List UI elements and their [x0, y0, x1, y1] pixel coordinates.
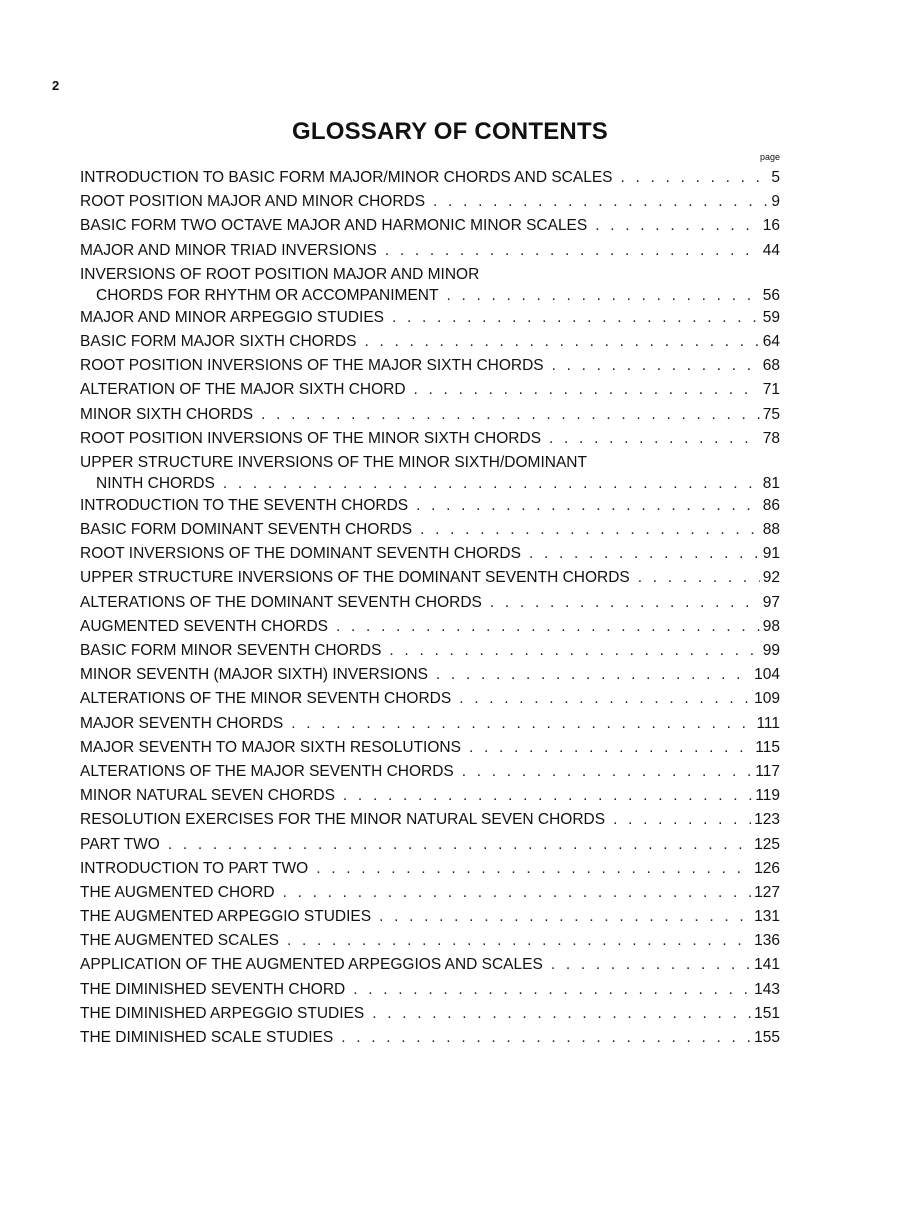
dot-leader: [336, 618, 760, 636]
toc-entry-page: 141: [754, 956, 780, 974]
toc-entry-page: 126: [754, 859, 780, 877]
toc-entry[interactable]: [80, 454, 780, 497]
toc-entry[interactable]: [80, 333, 780, 357]
dot-leader: [364, 333, 759, 351]
toc-entry-label: INVERSIONS OF ROOT POSITION MAJOR AND MINOR: [80, 265, 480, 283]
toc-entry-page: 9: [771, 193, 780, 211]
toc-entry[interactable]: [80, 690, 780, 714]
toc-entry-label: ALTERATION OF THE MAJOR SIXTH CHORD: [80, 381, 406, 399]
toc-entry-page: 86: [762, 496, 780, 514]
dot-leader: [291, 715, 753, 733]
toc-entry-label: THE AUGMENTED SCALES: [80, 932, 279, 950]
toc-entry[interactable]: [80, 217, 780, 241]
toc-entry-label: ROOT POSITION INVERSIONS OF THE MINOR SIXTH CHORDS: [80, 429, 542, 447]
page-number: 2: [52, 78, 60, 93]
toc-entry-page: 75: [762, 405, 780, 423]
toc-entry[interactable]: [80, 569, 780, 593]
toc-entry[interactable]: [80, 908, 780, 932]
toc-entry[interactable]: [80, 787, 780, 811]
toc-entry-page: 68: [762, 357, 780, 375]
toc-entry-page: 117: [755, 762, 780, 780]
toc-entry[interactable]: [80, 956, 780, 980]
toc-entry-page: 155: [754, 1029, 780, 1046]
toc-entry-page: 119: [755, 787, 780, 805]
dot-leader: [287, 932, 751, 950]
toc-entry[interactable]: [80, 811, 780, 835]
toc-entry-label: ALTERATIONS OF THE MINOR SEVENTH CHORDS: [80, 690, 452, 708]
toc-entry-label: APPLICATION OF THE AUGMENTED ARPEGGIOS AND SCALES: [80, 956, 543, 974]
toc-entry[interactable]: [80, 739, 780, 763]
toc-entry-label: BASIC FORM TWO OCTAVE MAJOR AND HARMONIC MINOR SCALES: [80, 217, 588, 235]
toc-entry-label: MAJOR AND MINOR TRIAD INVERSIONS: [80, 241, 377, 259]
toc-entry[interactable]: [80, 381, 780, 405]
toc-entry[interactable]: [80, 357, 780, 381]
toc-entry-label: THE AUGMENTED ARPEGGIO STUDIES: [80, 908, 372, 926]
dot-leader: [420, 521, 760, 539]
toc-entry-page: 125: [754, 835, 780, 853]
dot-leader: [459, 690, 751, 708]
dot-leader: [490, 594, 760, 612]
toc-entry-label: BASIC FORM MINOR SEVENTH CHORDS: [80, 642, 382, 659]
toc-entry-page: 91: [762, 545, 780, 563]
toc-entry-label: THE AUGMENTED CHORD: [80, 883, 275, 901]
toc-entry-page: 98: [762, 617, 780, 635]
toc-entry-page: 81: [762, 474, 780, 492]
toc-entry[interactable]: [80, 666, 780, 690]
toc-entry[interactable]: [80, 309, 780, 333]
toc-entry-page: 151: [754, 1004, 780, 1022]
toc-entry-label: ROOT POSITION MAJOR AND MINOR CHORDS: [80, 193, 426, 211]
toc-entry-page: 56: [762, 286, 780, 304]
table-of-contents: [80, 169, 780, 1053]
toc-entry-label: INTRODUCTION TO THE SEVENTH CHORDS: [80, 496, 409, 514]
toc-entry[interactable]: [80, 430, 780, 454]
toc-entry-page: 92: [762, 569, 780, 587]
toc-entry-label: MAJOR AND MINOR ARPEGGIO STUDIES: [80, 308, 385, 326]
toc-entry[interactable]: [80, 884, 780, 908]
toc-entry-page: 71: [762, 381, 780, 399]
dot-leader: [261, 406, 760, 424]
toc-entry[interactable]: [80, 406, 780, 430]
toc-entry[interactable]: [80, 715, 780, 739]
toc-entry-label: THE DIMINISHED ARPEGGIO STUDIES: [80, 1004, 365, 1022]
toc-entry-page: 136: [754, 932, 780, 950]
toc-entry-page: 109: [754, 690, 780, 708]
dot-leader: [343, 787, 752, 805]
toc-entry-label: PART TWO: [80, 835, 160, 853]
toc-entry-label: ALTERATIONS OF THE DOMINANT SEVENTH CHORDS: [80, 593, 482, 611]
toc-entry-label: AUGMENTED SEVENTH CHORDS: [80, 617, 329, 635]
dot-leader: [595, 217, 760, 235]
toc-entry-page: 5: [771, 169, 780, 186]
toc-entry-label: UPPER STRUCTURE INVERSIONS OF THE DOMINANT SEVENTH CHORDS: [80, 569, 630, 587]
page-column-label: page: [759, 152, 780, 162]
dot-leader: [353, 981, 751, 999]
toc-entry-label: RESOLUTION EXERCISES FOR THE MINOR NATURAL SEVEN CHORDS: [80, 811, 606, 829]
toc-entry-page: 115: [755, 738, 780, 756]
dot-leader: [552, 357, 760, 375]
dot-leader: [436, 666, 751, 684]
toc-entry-page: 88: [762, 521, 780, 539]
toc-entry-page: 59: [762, 308, 780, 326]
toc-entry-label: ROOT INVERSIONS OF THE DOMINANT SEVENTH CHORDS: [80, 545, 521, 563]
toc-entry-page: 123: [754, 811, 780, 829]
dot-leader: [469, 739, 752, 757]
toc-entry-page: 99: [762, 642, 780, 659]
dot-leader: [389, 642, 759, 660]
toc-entry-page: 131: [754, 908, 780, 926]
toc-entry-label: BASIC FORM DOMINANT SEVENTH CHORDS: [80, 521, 413, 539]
toc-entry-label-continued: CHORDS FOR RHYTHM OR ACCOMPANIMENT: [96, 286, 439, 304]
dot-leader: [372, 1005, 751, 1023]
toc-entry-page: 78: [762, 429, 780, 447]
toc-entry-page: 44: [762, 241, 780, 259]
dot-leader: [433, 193, 768, 211]
toc-entry[interactable]: [80, 545, 780, 569]
toc-entry-label: MINOR NATURAL SEVEN CHORDS: [80, 787, 335, 805]
toc-entry-label: INTRODUCTION TO BASIC FORM MAJOR/MINOR CHORDS AND SCALES: [80, 169, 613, 186]
dot-leader: [414, 381, 760, 399]
toc-entry-label: THE DIMINISHED SEVENTH CHORD: [80, 980, 346, 998]
dot-leader: [379, 908, 751, 926]
toc-entry-label: THE DIMINISHED SCALE STUDIES: [80, 1029, 334, 1046]
toc-entry[interactable]: [80, 763, 780, 787]
toc-entry[interactable]: [80, 1005, 780, 1029]
toc-entry-label: MINOR SEVENTH (MAJOR SIXTH) INVERSIONS: [80, 666, 428, 684]
toc-entry[interactable]: [80, 521, 780, 545]
toc-entry-page: 97: [762, 593, 780, 611]
toc-entry-label: BASIC FORM MAJOR SIXTH CHORDS: [80, 332, 357, 350]
toc-entry-label-continued: NINTH CHORDS: [96, 474, 215, 492]
dot-leader: [446, 287, 759, 305]
dot-leader: [223, 475, 760, 493]
toc-entry-label: MINOR SIXTH CHORDS: [80, 405, 254, 423]
toc-entry[interactable]: [80, 836, 780, 860]
toc-entry[interactable]: [80, 242, 780, 266]
toc-entry[interactable]: [80, 618, 780, 642]
page-title: GLOSSARY OF CONTENTS: [291, 118, 609, 145]
dot-leader: [316, 860, 751, 878]
toc-entry[interactable]: [80, 1029, 780, 1053]
toc-entry-page: 127: [754, 883, 780, 901]
toc-entry[interactable]: [80, 981, 780, 1005]
dot-leader: [392, 309, 760, 327]
toc-entry-label: ALTERATIONS OF THE MAJOR SEVENTH CHORDS: [80, 762, 454, 780]
toc-entry-label: INTRODUCTION TO PART TWO: [80, 859, 309, 877]
dot-leader: [385, 242, 760, 260]
toc-entry[interactable]: [80, 193, 780, 217]
toc-entry[interactable]: [80, 594, 780, 618]
toc-entry-label: MAJOR SEVENTH TO MAJOR SIXTH RESOLUTIONS: [80, 738, 461, 756]
toc-entry-page: 16: [762, 217, 780, 235]
toc-entry-label: ROOT POSITION INVERSIONS OF THE MAJOR SIXTH CHORDS: [80, 357, 544, 375]
dot-leader: [613, 811, 751, 829]
toc-entry-label: MAJOR SEVENTH CHORDS: [80, 714, 284, 732]
dot-leader: [529, 545, 760, 563]
toc-entry-label: UPPER STRUCTURE INVERSIONS OF THE MINOR SIXTH/DOMINANT: [80, 453, 587, 471]
toc-entry-page: 104: [754, 666, 780, 684]
toc-entry-page: 64: [762, 332, 780, 350]
toc-entry-page: 143: [754, 980, 780, 998]
dot-leader: [283, 884, 752, 902]
toc-entry[interactable]: [80, 266, 780, 309]
dot-leader: [462, 763, 753, 781]
toc-entry[interactable]: [80, 169, 780, 193]
toc-entry[interactable]: [80, 860, 780, 884]
dot-leader: [341, 1029, 751, 1047]
toc-entry-page: 111: [756, 714, 780, 732]
dot-leader: [551, 956, 751, 974]
dot-leader: [168, 836, 751, 854]
dot-leader: [549, 430, 760, 448]
toc-entry[interactable]: [80, 932, 780, 956]
dot-leader: [638, 569, 760, 587]
dot-leader: [416, 497, 760, 515]
dot-leader: [621, 169, 769, 187]
toc-entry[interactable]: [80, 497, 780, 521]
toc-entry[interactable]: [80, 642, 780, 666]
